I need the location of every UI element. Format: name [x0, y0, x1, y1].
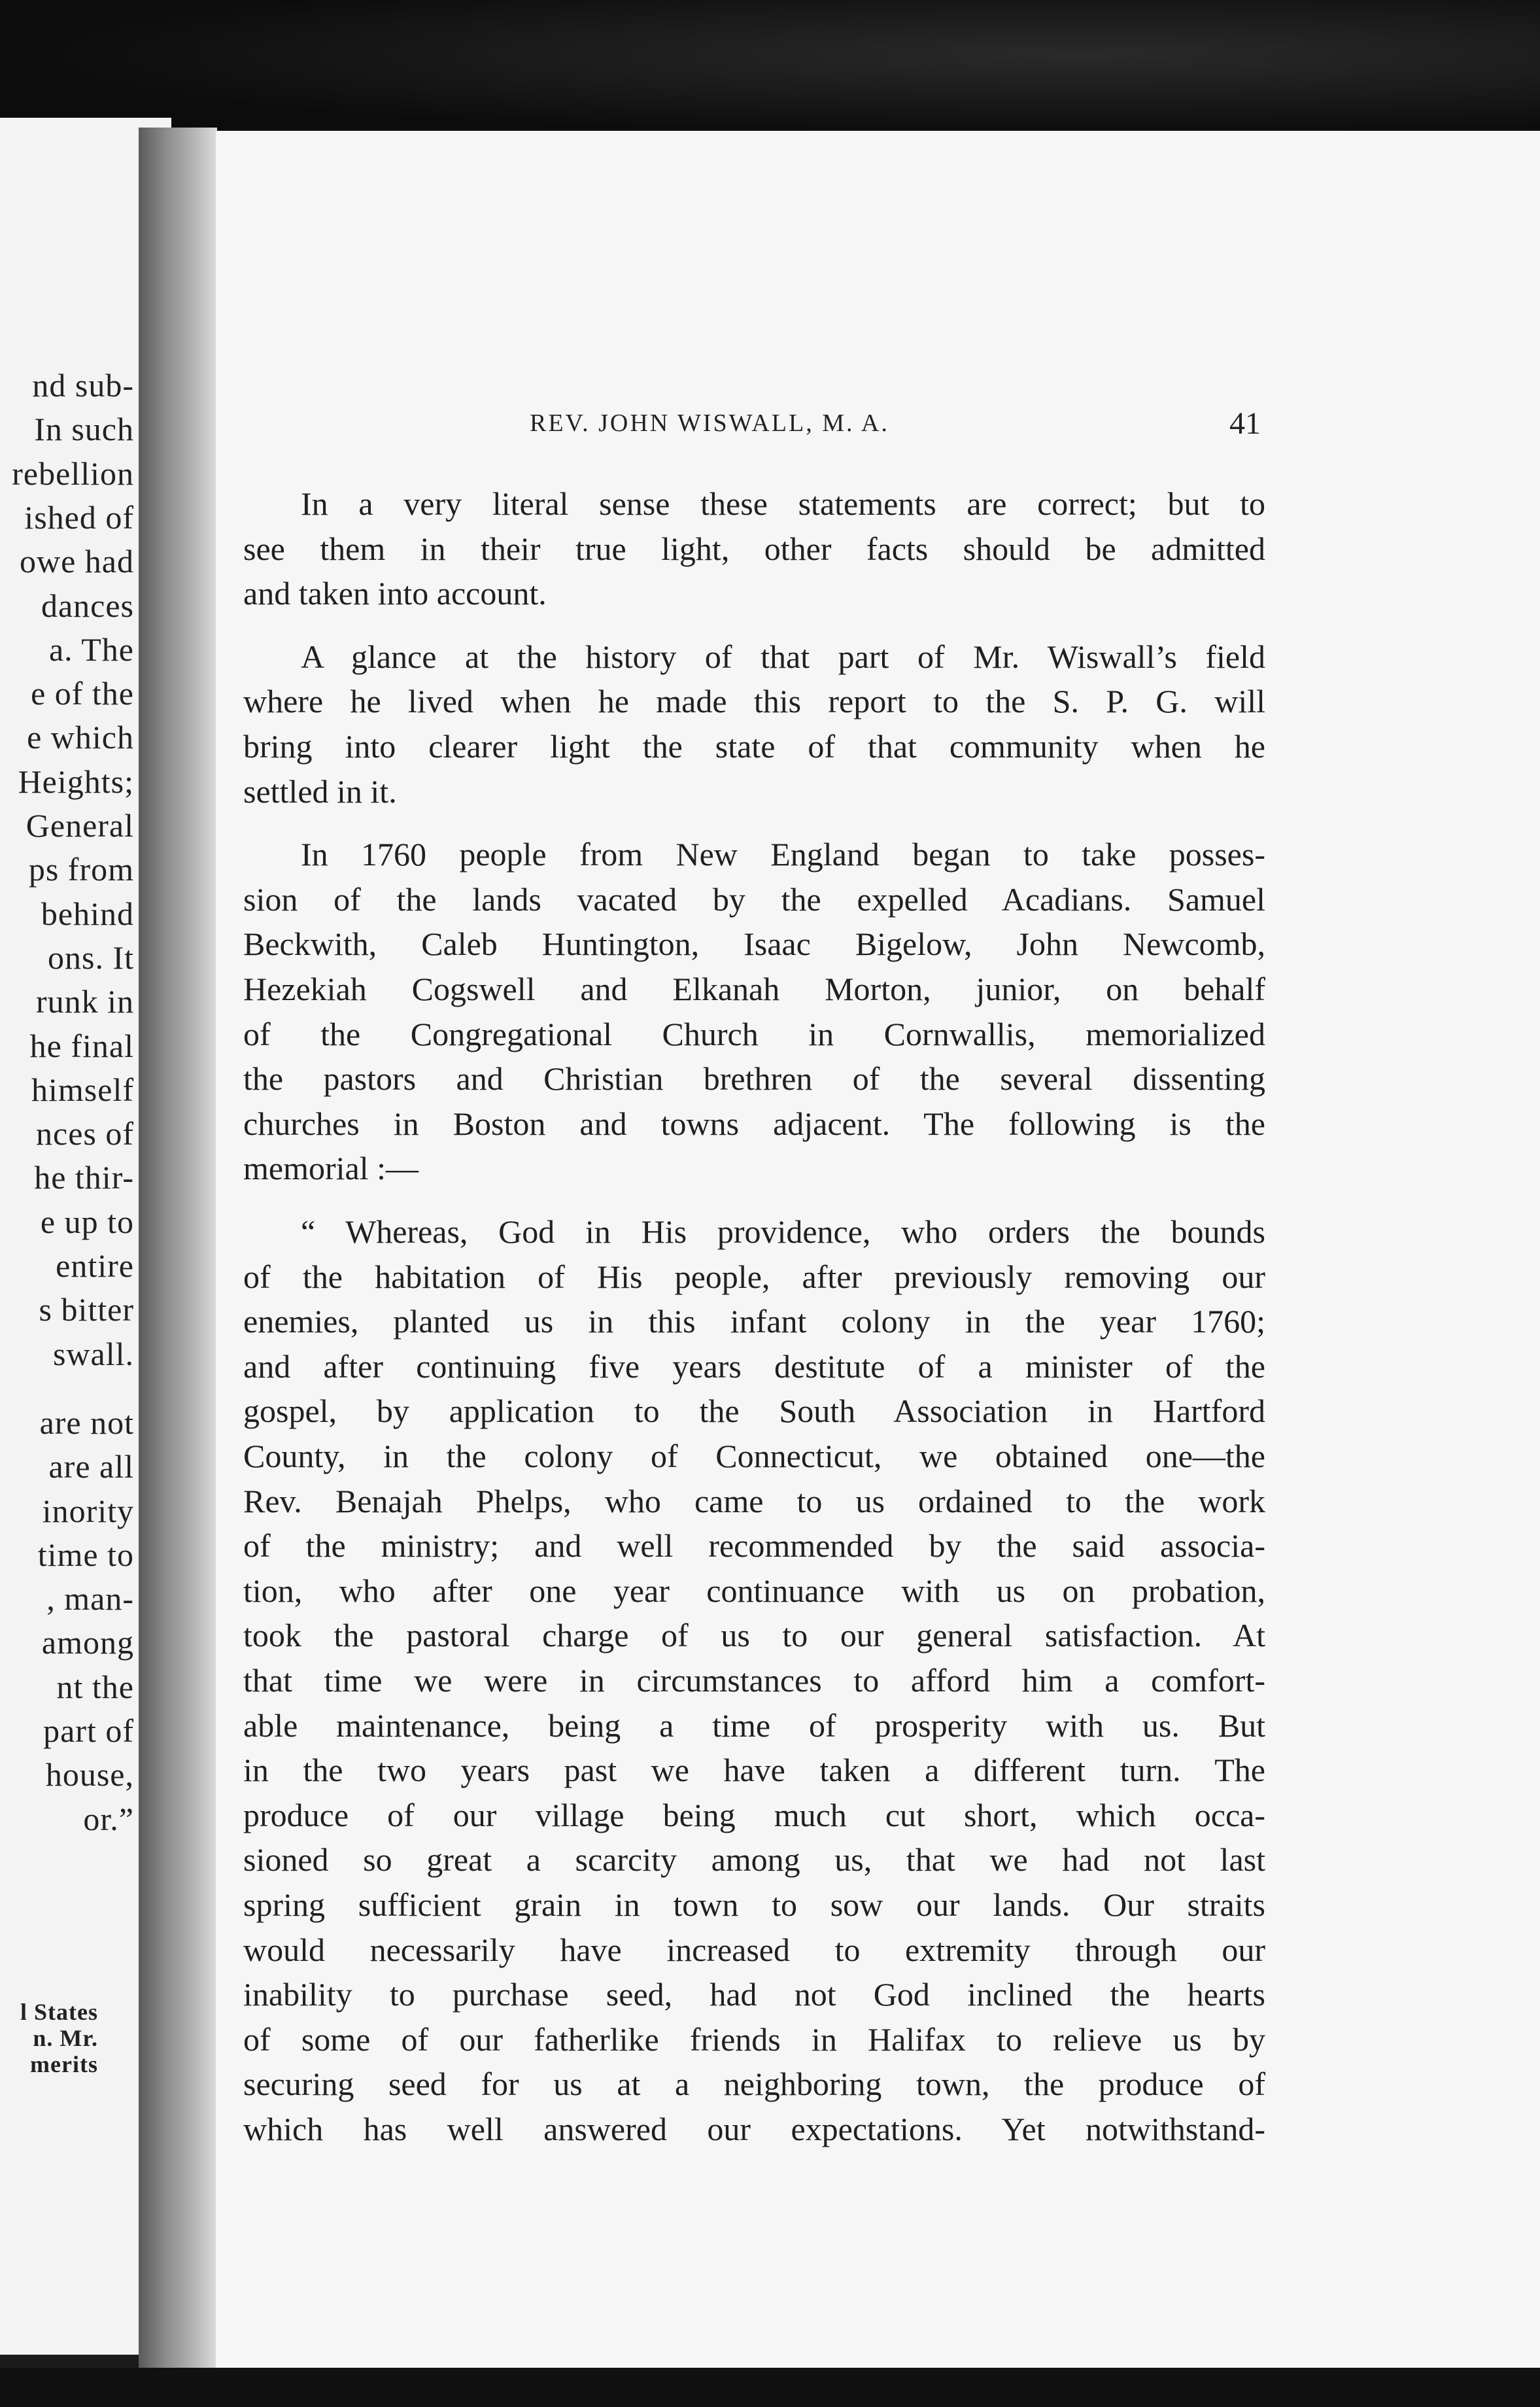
left-page-fragment: ished of — [24, 498, 134, 536]
scan-background-top — [0, 0, 1540, 137]
body-line: produce of our village being much cut short, which occa- — [243, 1796, 1265, 1833]
left-page-fragment: are not — [39, 1404, 134, 1441]
body-line: churches in Boston and towns adjacent. The following is the — [243, 1105, 1265, 1142]
body-line: the pastors and Christian brethren of the several dissenting — [243, 1060, 1265, 1098]
left-page-fragment: Heights; — [18, 763, 134, 800]
left-page-fragment: inority — [42, 1492, 134, 1529]
body-line: able maintenance, being a time of prosperity with us. But — [243, 1706, 1265, 1744]
body-line: Hezekiah Cogswell and Elkanah Morton, junior, on behalf — [243, 971, 1265, 1007]
left-page-fragment: behind — [41, 895, 134, 932]
body-line: see them in their true light, other facts should be admitted — [243, 530, 1265, 567]
left-page-fragment: , man- — [46, 1580, 134, 1618]
left-page-fragment: entire — [56, 1247, 134, 1284]
left-page-fragment: ps from — [28, 851, 134, 888]
body-line: of the ministry; and well recommended by the said associa- — [243, 1527, 1265, 1565]
left-page-fragment: dances — [41, 587, 134, 624]
body-line: which has well answered our expectations. Yet notwithstand- — [243, 2111, 1265, 2147]
body-line: inability to purchase seed, had not God inclined the hearts — [243, 1976, 1265, 2013]
left-page-fragment: In such — [34, 411, 134, 448]
left-page-fragment: e up to — [40, 1203, 134, 1240]
left-page-fragment: runk in — [35, 983, 134, 1020]
left-page-footnote: merits — [30, 2051, 98, 2077]
left-page-fragment: nces of — [36, 1115, 134, 1152]
body-line: took the pastoral charge of us to our general satisfaction. At — [243, 1617, 1265, 1654]
left-page-fragment: e of the — [31, 675, 134, 712]
body-line: enemies, planted us in this infant colony in the year 1760; — [243, 1303, 1265, 1340]
left-page-fragment: he final — [29, 1027, 134, 1064]
body-line: Beckwith, Caleb Huntington, Isaac Bigelow, John Newcomb, — [243, 926, 1265, 963]
left-page-fragment: among — [41, 1624, 134, 1661]
left-page-fragment: he thir- — [34, 1159, 134, 1196]
left-page-fragment: General — [26, 807, 134, 844]
left-page-fragment: e which — [27, 719, 134, 756]
left-page-fragment: or.” — [83, 1800, 134, 1837]
left-page-fragment: nd sub- — [32, 367, 134, 404]
left-page-fragment: s bitter — [39, 1291, 134, 1328]
body-line: securing seed for us at a neighboring town, the produce of — [243, 2066, 1265, 2103]
scan-background-bottom — [0, 2368, 1540, 2407]
body-line: bring into clearer light the state of that community when he — [243, 728, 1265, 765]
left-page-footnote: l States — [20, 1999, 98, 2025]
left-page-fragment: nt the — [56, 1668, 134, 1705]
left-page-fragment: time to — [37, 1536, 134, 1573]
body-line: In a very literal sense these statements are correct; but to — [301, 485, 1265, 522]
body-line: Rev. Benajah Phelps, who came to us ordained to the work — [243, 1482, 1265, 1519]
left-page-fragment: part of — [43, 1712, 134, 1749]
running-head: REV. JOHN WISWALL, M. A. — [530, 409, 889, 437]
body-line: gospel, by application to the South Association in Hartford — [243, 1393, 1265, 1430]
body-line: in the two years past we have taken a different turn. The — [243, 1752, 1265, 1789]
body-line: settled in it. — [243, 772, 397, 810]
body-line: where he lived when he made this report to the S. P. G. will — [243, 683, 1265, 720]
left-page-fragment: rebellion — [12, 455, 134, 492]
left-page-fragment: himself — [31, 1071, 134, 1108]
body-line: of the habitation of His people, after previously removing our — [243, 1258, 1265, 1295]
body-line: sion of the lands vacated by the expelled Acadians. Samuel — [243, 880, 1265, 918]
body-line: A glance at the history of that part of Mr. Wiswall’s field — [301, 638, 1265, 675]
body-line: of the Congregational Church in Cornwallis, memorialized — [243, 1015, 1265, 1052]
left-page-fragment: owe had — [20, 543, 134, 580]
body-line: and taken into account. — [243, 575, 547, 612]
left-page-fragment: swall. — [52, 1335, 134, 1372]
body-line: would necessarily have increased to extremity through our — [243, 1931, 1265, 1968]
book-gutter — [139, 128, 217, 2378]
left-page-fragment: a. The — [48, 631, 134, 668]
left-page-footnote: n. Mr. — [33, 2025, 98, 2051]
body-line: In 1760 people from New England began to take posses- — [301, 836, 1265, 873]
left-page-fragment: ons. It — [48, 939, 134, 976]
body-line: tion, who after one year continuance with us on probation, — [243, 1572, 1265, 1609]
body-line: County, in the colony of Connecticut, we obtained one—the — [243, 1438, 1265, 1474]
page-number: 41 — [1229, 406, 1261, 441]
body-line: spring sufficient grain in town to sow our lands. Our straits — [243, 1886, 1265, 1923]
body-line: sioned so great a scarcity among us, that we had not last — [243, 1841, 1265, 1879]
left-page-fragment: are all — [48, 1448, 134, 1485]
body-line: that time we were in circumstances to afford him a comfort- — [243, 1662, 1265, 1699]
body-line: and after continuing five years destitute of a minister of the — [243, 1347, 1265, 1385]
body-line: of some of our fatherlike friends in Halifax to relieve us by — [243, 2020, 1265, 2058]
body-line: “ Whereas, God in His providence, who orders the bounds — [301, 1213, 1265, 1250]
body-line: memorial :— — [243, 1150, 419, 1187]
left-page-fragment: house, — [45, 1756, 134, 1793]
